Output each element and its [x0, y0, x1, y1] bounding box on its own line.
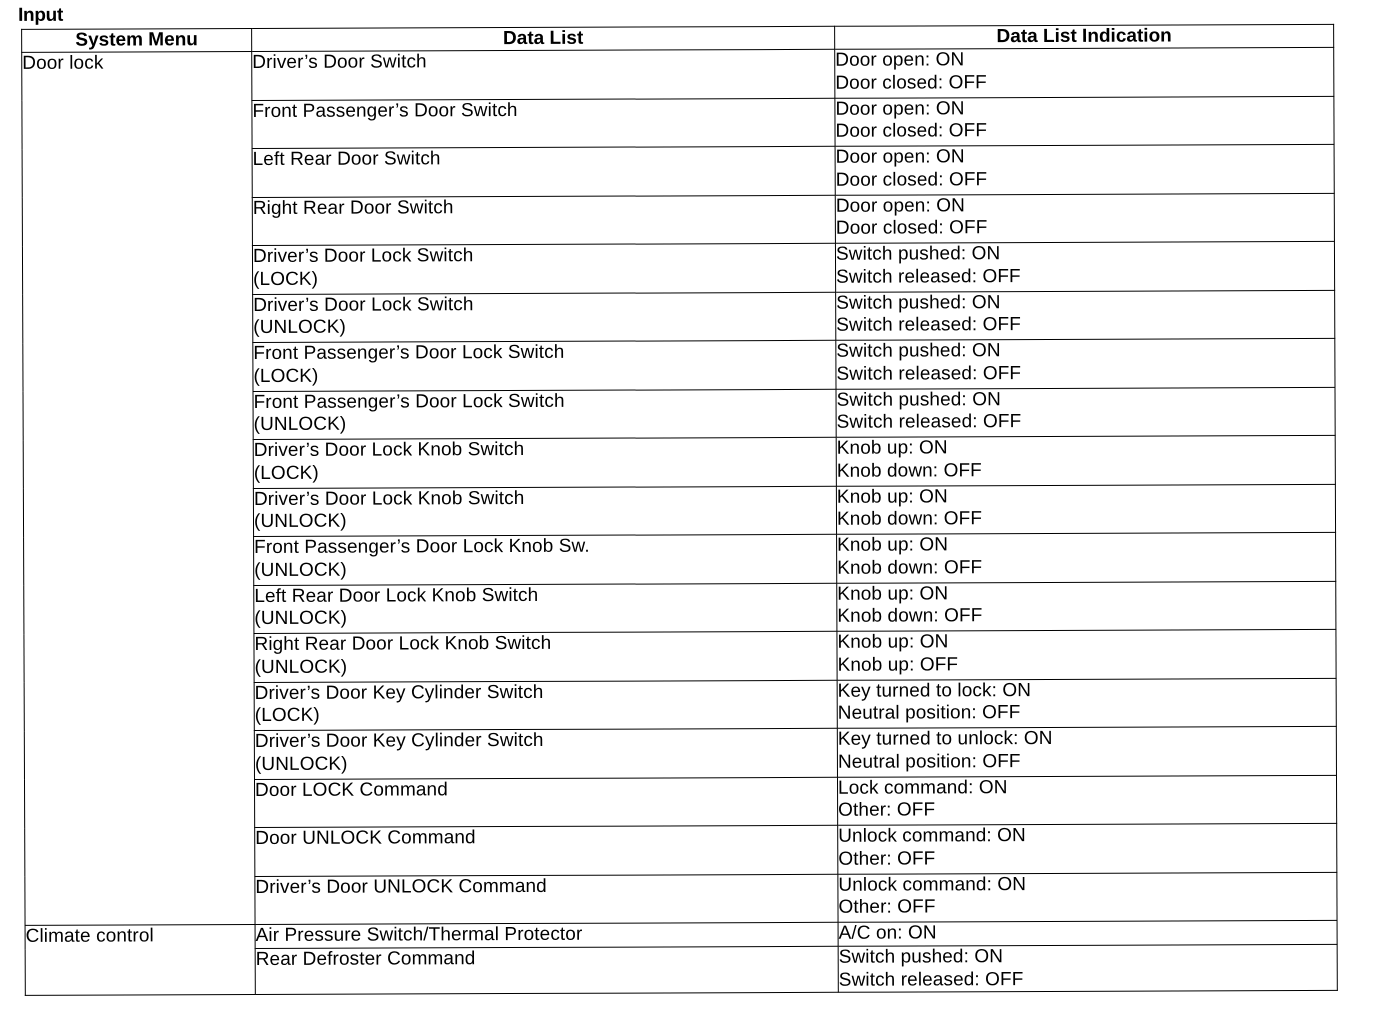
- data-list-item-text: Driver’s Door Key Cylinder Switch: [254, 681, 544, 704]
- indication-text: Switch released: OFF: [838, 968, 1024, 991]
- column-header-data-list: Data List: [252, 26, 835, 51]
- indication-cell: [836, 290, 1335, 340]
- data-list-cell: [252, 49, 835, 100]
- data-list-cell: [254, 631, 837, 682]
- data-list-cell: [255, 874, 838, 925]
- data-list-item-text: Front Passenger’s Door Switch: [252, 99, 518, 122]
- indication-text: Knob up: ON: [837, 631, 949, 653]
- indication-cell: [835, 96, 1334, 146]
- data-list-cell: [252, 98, 835, 149]
- indication-text: Switch pushed: ON: [838, 946, 1004, 968]
- data-list-item-text: (LOCK): [253, 365, 319, 387]
- indication-text: Switch released: OFF: [836, 411, 1022, 433]
- data-list-item-text: Driver’s Door UNLOCK Command: [255, 875, 547, 898]
- indication-text: Neutral position: OFF: [837, 702, 1021, 724]
- indication-text: A/C on: ON: [838, 922, 937, 944]
- data-list-table: [21, 24, 1338, 996]
- indication-text: Switch released: OFF: [836, 265, 1021, 288]
- data-list-cell: [254, 680, 837, 731]
- system-menu-label: Door lock: [22, 52, 104, 74]
- data-list-item-text: (UNLOCK): [254, 656, 348, 678]
- indication-text: Other: OFF: [838, 799, 936, 821]
- data-list-item-text: Driver’s Door Key Cylinder Switch: [254, 729, 544, 753]
- data-list-cell: [253, 340, 836, 391]
- data-list-item-text: Air Pressure Switch/Thermal Protector: [255, 923, 583, 947]
- data-list-cell: [254, 777, 837, 828]
- data-list-cell: [252, 243, 835, 294]
- data-list-cell: [255, 946, 838, 994]
- indication-text: Switch pushed: ON: [836, 388, 1001, 411]
- data-list-item-text: Right Rear Door Lock Knob Switch: [254, 632, 552, 656]
- data-list-item-text: Front Passenger’s Door Lock Knob Sw.: [254, 535, 590, 559]
- data-list-cell: [255, 825, 838, 876]
- data-list-item-text: Front Passenger’s Door Lock Switch: [253, 341, 565, 365]
- indication-cell: [837, 532, 1336, 582]
- indication-text: Door closed: OFF: [835, 168, 988, 191]
- system-menu-cell: [22, 52, 255, 926]
- indication-text: Other: OFF: [838, 847, 936, 870]
- indication-text: Switch released: OFF: [836, 362, 1022, 385]
- indication-cell: [836, 387, 1335, 437]
- data-list-item-text: Left Rear Door Switch: [252, 148, 441, 171]
- indication-text: Switch pushed: ON: [835, 243, 1001, 265]
- data-list-cell: [254, 534, 837, 585]
- indication-text: Door closed: OFF: [835, 71, 987, 94]
- indication-text: Switch pushed: ON: [836, 291, 1001, 314]
- data-list-cell: [253, 437, 836, 488]
- data-list-item-text: (UNLOCK): [254, 559, 347, 581]
- indication-text: Key turned to unlock: ON: [837, 727, 1053, 750]
- indication-text: Knob up: ON: [837, 582, 949, 605]
- indication-text: Door closed: OFF: [835, 120, 988, 142]
- indication-cell: [837, 726, 1336, 776]
- page-heading: Input: [18, 4, 64, 26]
- data-list-cell: [252, 195, 835, 246]
- indication-cell: [837, 581, 1336, 631]
- data-list-item-text: Driver’s Door Lock Knob Switch: [253, 487, 525, 510]
- indication-cell: [835, 144, 1334, 194]
- system-menu-cell: [25, 925, 255, 996]
- data-list-item-text: Driver’s Door Switch: [252, 51, 427, 74]
- indication-text: Switch pushed: ON: [836, 340, 1001, 362]
- indication-cell: [837, 678, 1336, 728]
- data-list-cell: [255, 922, 838, 948]
- indication-cell: [836, 484, 1335, 534]
- data-list-cell: [253, 389, 836, 440]
- data-list-item-text: Right Rear Door Switch: [252, 196, 454, 219]
- indication-text: Other: OFF: [838, 896, 936, 918]
- data-list-cell: [254, 728, 837, 779]
- data-list-item-text: Door UNLOCK Command: [255, 827, 476, 850]
- indication-text: Knob up: ON: [836, 485, 948, 508]
- indication-cell: [838, 872, 1337, 922]
- indication-cell: [838, 920, 1337, 946]
- indication-text: Key turned to lock: ON: [837, 679, 1032, 702]
- data-list-item-text: Rear Defroster Command: [255, 948, 476, 971]
- indication-text: Door closed: OFF: [835, 217, 988, 239]
- data-list-item-text: Driver’s Door Lock Switch: [252, 245, 474, 268]
- data-list-item-text: Driver’s Door Lock Knob Switch: [253, 438, 525, 462]
- indication-cell: [838, 944, 1337, 992]
- indication-cell: [835, 47, 1334, 97]
- data-list-item-text: (UNLOCK): [253, 316, 346, 339]
- data-list-item-text: (UNLOCK): [254, 607, 348, 630]
- indication-text: Knob down: OFF: [836, 508, 983, 530]
- indication-text: Knob down: OFF: [836, 459, 982, 482]
- data-list-item-text: (LOCK): [254, 704, 320, 727]
- indication-text: Door open: ON: [835, 146, 965, 168]
- indication-text: Knob down: OFF: [837, 556, 983, 579]
- indication-text: Knob up: ON: [837, 534, 949, 556]
- indication-cell: [837, 629, 1336, 679]
- data-list-cell: [252, 146, 835, 197]
- indication-cell: [836, 338, 1335, 388]
- indication-text: Lock command: ON: [837, 776, 1008, 799]
- indication-cell: [836, 435, 1335, 485]
- data-list-item-text: Front Passenger’s Door Lock Switch: [253, 390, 565, 413]
- table-row: [22, 47, 1334, 101]
- data-list-item-text: Driver’s Door Lock Switch: [253, 293, 474, 316]
- indication-text: Unlock command: ON: [838, 873, 1027, 896]
- indication-text: Switch released: OFF: [836, 314, 1021, 336]
- data-list-item-text: Left Rear Door Lock Knob Switch: [254, 584, 539, 607]
- indication-text: Knob up: OFF: [837, 653, 959, 676]
- indication-text: Door open: ON: [835, 49, 965, 71]
- system-menu-label: Climate control: [25, 925, 154, 947]
- table-body: [22, 47, 1338, 995]
- indication-text: Knob down: OFF: [837, 605, 983, 627]
- data-list-cell: [253, 486, 836, 537]
- column-header-indication: Data List Indication: [835, 24, 1334, 49]
- indication-text: Door open: ON: [835, 194, 965, 217]
- indication-text: Unlock command: ON: [838, 825, 1026, 847]
- data-list-item-text: (UNLOCK): [253, 510, 347, 533]
- indication-cell: [835, 193, 1334, 243]
- data-list-item-text: (UNLOCK): [253, 413, 347, 436]
- data-list-item-text: (UNLOCK): [254, 753, 348, 775]
- data-list-cell: [254, 583, 837, 634]
- indication-text: Neutral position: OFF: [837, 750, 1021, 773]
- data-list-cell: [253, 292, 836, 343]
- indication-text: Door open: ON: [835, 97, 965, 120]
- column-header-system-menu: System Menu: [22, 29, 252, 53]
- indication-cell: [837, 775, 1336, 825]
- indication-cell: [838, 823, 1337, 873]
- indication-cell: [835, 241, 1334, 291]
- data-list-item-text: (LOCK): [253, 268, 319, 290]
- data-list-item-text: Door LOCK Command: [254, 778, 448, 801]
- data-list-item-text: (LOCK): [253, 462, 319, 484]
- indication-text: Knob up: ON: [836, 437, 948, 459]
